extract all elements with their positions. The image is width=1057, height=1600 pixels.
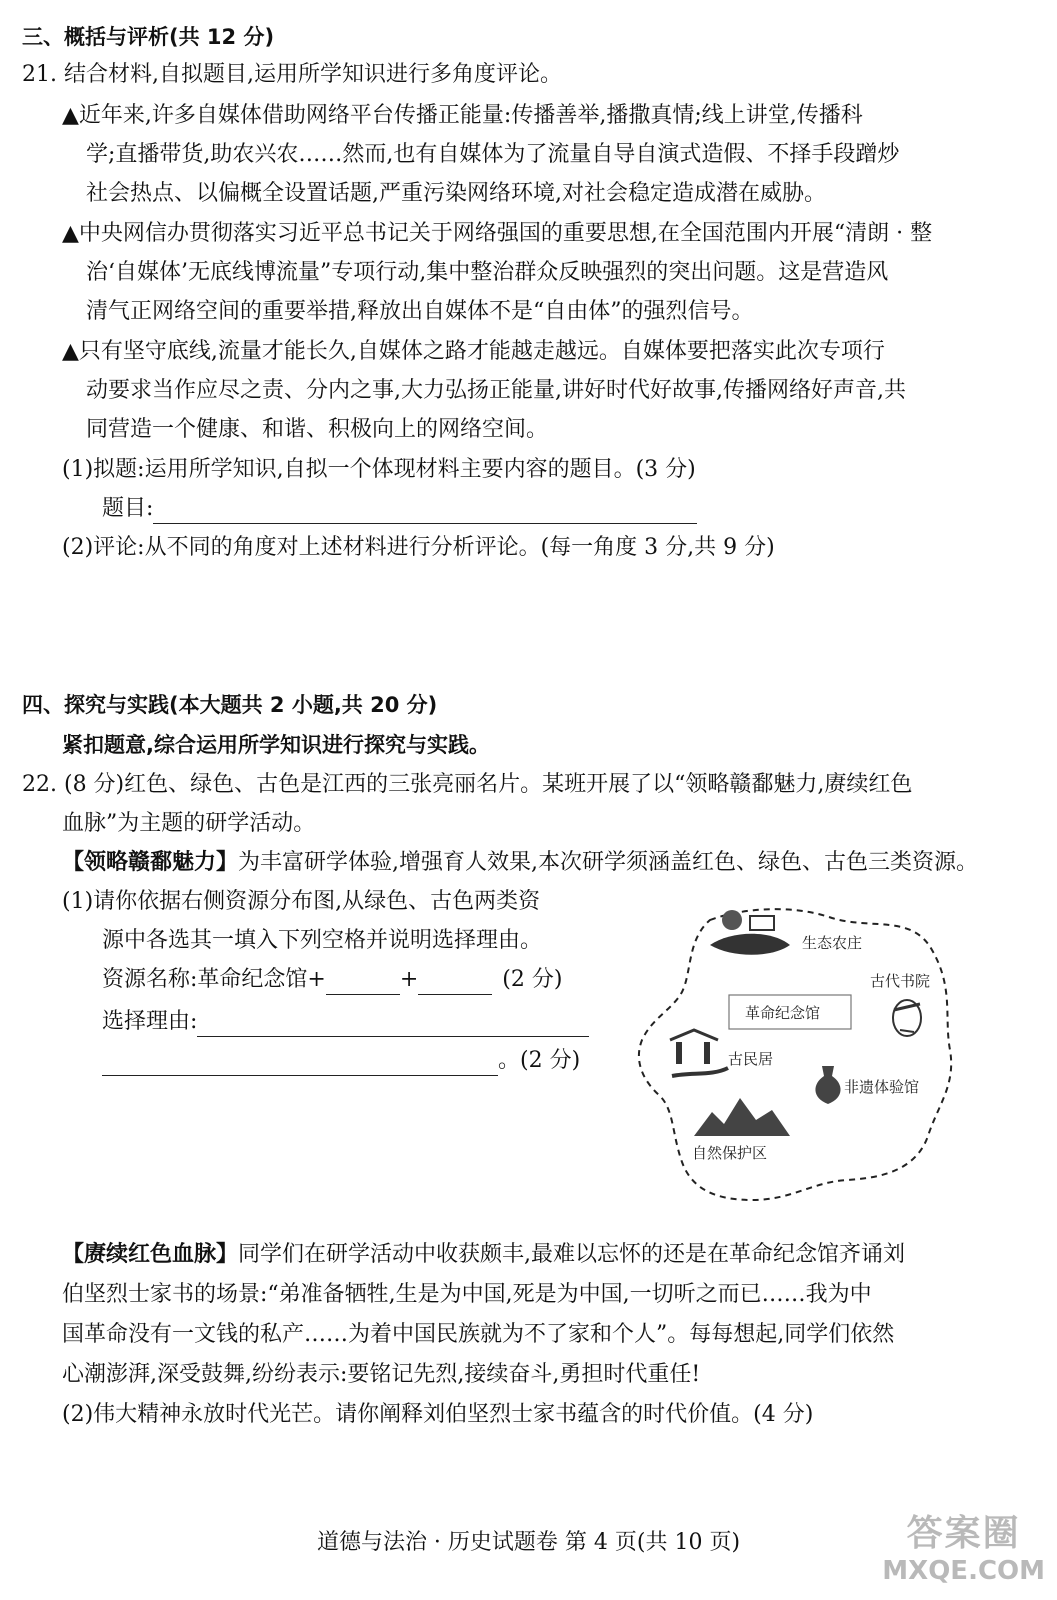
question-21-part-1: (1)拟题:运用所学知识,自拟一个体现材料主要内容的题目。(3 分) [62, 457, 696, 482]
section-3-heading: 三、概括与评析(共 12 分) [22, 25, 275, 49]
part-2-line-3: 国革命没有一文钱的私产……为着中国民族就为不了家和个人”。每每想起,同学们依然 [62, 1322, 895, 1347]
reason-blank-2[interactable] [102, 1053, 498, 1076]
resource-row [102, 965, 562, 995]
part-2-line-2: 伯坚烈士家书的场景:“弟准备牺牲,生是为中国,死是为中国,一切听之而已……我为中 [62, 1282, 872, 1307]
section-4-instruction: 紧扣题意,综合运用所学知识进行探究与实践。 [62, 733, 490, 757]
title-answer-blank[interactable] [153, 501, 697, 524]
part-2-tag: 【赓续红色血脉】 [62, 1242, 239, 1267]
old-house-icon [670, 1030, 728, 1076]
part-1-intro [62, 848, 978, 878]
question-21-part-2: (2)评论:从不同的角度对上述材料进行分析评论。(每一角度 3 分,共 9 分) [62, 535, 775, 560]
watermark-en: MXQE.COM [882, 1556, 1045, 1586]
title-answer-row [102, 494, 697, 524]
plus-sign: + [399, 967, 419, 992]
part-1-tag: 【领略赣鄱魅力】 [62, 850, 239, 875]
reason-end: 。(2 分) [498, 1048, 581, 1073]
reason-row-2 [102, 1046, 580, 1076]
label-memorial: 革命纪念馆 [745, 1004, 821, 1022]
part-2-line-4: 心潮澎湃,深受鼓舞,纷纷表示:要铭记先烈,接续奋斗,勇担时代重任! [62, 1362, 701, 1387]
question-22-part-2: (2)伟大精神永放时代光芒。请你阐释刘伯坚烈士家书蕴含的时代价值。(4 分) [62, 1402, 814, 1427]
watermark-cn: 答案圈 [906, 1513, 1021, 1554]
part-1-text: 为丰富研学体验,增强育人效果,本次研学须涵盖红色、绿色、古色三类资源。 [238, 850, 979, 875]
material-3-line-3: 同营造一个健康、和谐、积极向上的网络空间。 [86, 417, 549, 442]
label-eco-farm: 生态农庄 [802, 934, 863, 952]
material-1-line-1: ▲近年来,许多自媒体借助网络平台传播正能量:传播善举,播撒真情;线上讲堂,传播科 [62, 103, 863, 128]
material-1-line-3: 社会热点、以偏概全设置话题,严重污染网络环境,对社会稳定造成潜在威胁。 [86, 181, 826, 206]
label-academy: 古代书院 [870, 972, 931, 990]
scholar-icon [893, 1000, 921, 1036]
watermark-logo [882, 1505, 1045, 1586]
title-label: 题目: [102, 496, 154, 521]
resource-score: (2 分) [502, 967, 563, 992]
label-reserve: 自然保护区 [692, 1144, 768, 1162]
map-graphic [632, 900, 962, 1210]
reason-label: 选择理由: [102, 1009, 198, 1034]
label-old-house: 古民居 [728, 1050, 774, 1068]
part-2-line-1 [62, 1240, 905, 1270]
resource-distribution-map [632, 900, 962, 1210]
label-heritage: 非遗体验馆 [844, 1078, 920, 1096]
mountain-icon [694, 1098, 790, 1136]
material-1-line-2: 学;直播带货,助农兴农……然而,也有自媒体为了流量自导自演式造假、不择手段蹭炒 [86, 142, 900, 167]
material-2-line-2: 治‘自媒体’无底线博流量”专项行动,集中整治群众反映强烈的突出问题。这是营造风 [86, 260, 889, 285]
question-22-part-1-line-2: 源中各选其一填入下列空格并说明选择理由。 [102, 928, 543, 953]
material-2-line-1: ▲中央网信办贯彻落实习近平总书记关于网络强国的重要思想,在全国范围内开展“清朗 · 整 [62, 221, 933, 246]
resource-blank-1[interactable] [326, 972, 400, 995]
section-4-heading: 四、探究与实践(本大题共 2 小题,共 20 分) [22, 693, 438, 717]
question-21-stem: 21. 结合材料,自拟题目,运用所学知识进行多角度评论。 [22, 62, 562, 87]
part-2-text-1: 同学们在研学活动中收获颇丰,最难以忘怀的还是在革命纪念馆齐诵刘 [238, 1242, 906, 1267]
resource-blank-2[interactable] [418, 972, 492, 995]
question-22-line-1: 22. (8 分)红色、绿色、古色是江西的三张亮丽名片。某班开展了以“领略赣鄱魅力,赓续红色 [22, 772, 913, 797]
material-3-line-1: ▲只有坚守底线,流量才能长久,自媒体之路才能越走越远。自媒体要把落实此次专项行 [62, 339, 885, 364]
vase-icon [815, 1066, 840, 1104]
resource-label: 资源名称:革命纪念馆+ [102, 967, 326, 992]
material-2-line-3: 清气正网络空间的重要举措,释放出自媒体不是“自由体”的强烈信号。 [86, 299, 754, 324]
question-22-part-1-line-1: (1)请你依据右侧资源分布图,从绿色、古色两类资 [62, 889, 541, 914]
question-22-line-2: 血脉”为主题的研学活动。 [62, 811, 316, 836]
page-footer: 道德与法治 · 历史试题卷 第 4 页(共 10 页) [316, 1530, 741, 1555]
province-boundary [639, 909, 951, 1200]
material-3-line-2: 动要求当作应尽之责、分内之事,大力弘扬正能量,讲好时代好故事,传播网络好声音,共 [86, 378, 906, 403]
reason-blank-1[interactable] [197, 1014, 589, 1037]
reason-row [102, 1007, 589, 1037]
